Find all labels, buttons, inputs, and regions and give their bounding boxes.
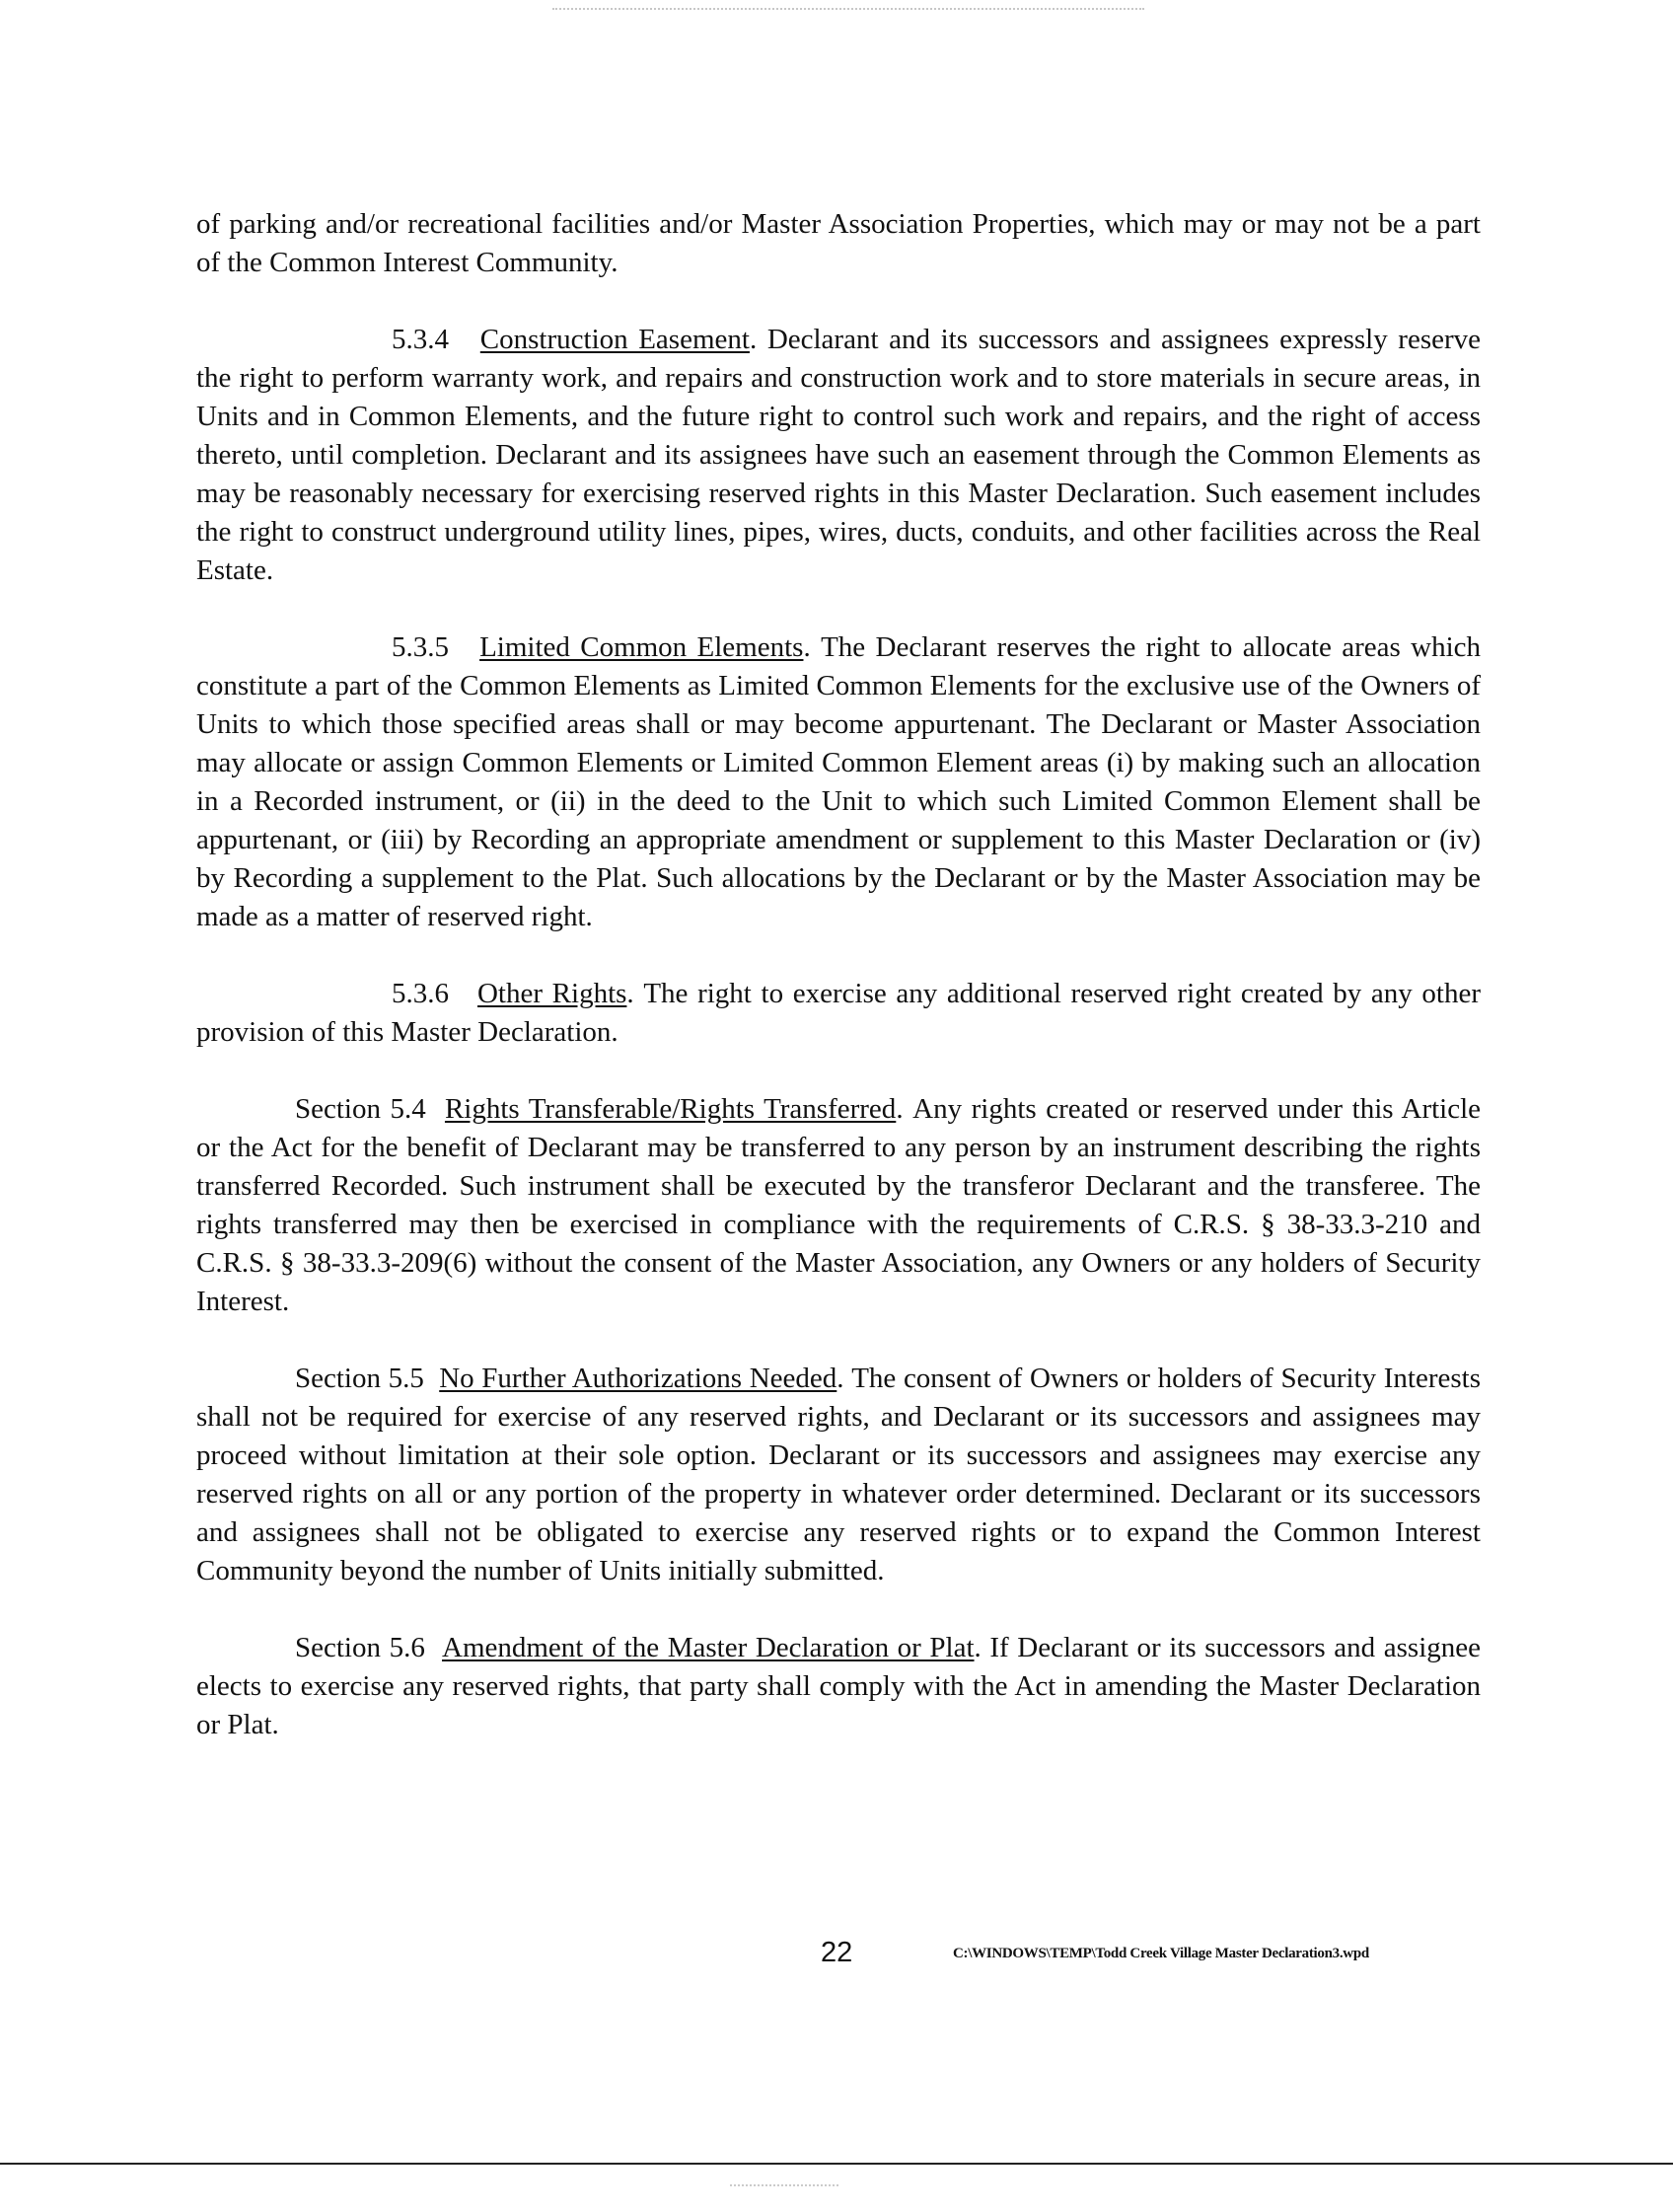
section-number: Section 5.5 — [295, 1363, 424, 1394]
section-number: 5.3.4 — [392, 324, 449, 355]
document-body — [196, 205, 1481, 1783]
section-5-3-6: 5.3.6 Other Rights. The right to exercise any additional reserved right created by any other provision of this Master Declaration. — [196, 978, 1482, 1048]
bottom-rule-divider — [0, 2163, 1673, 2165]
section-5-5: Section 5.5 No Further Authorizations Needed. The consent of Owners or holders of Security Interests shall not be required for exercise of any reserved rights, and Declarant or its successors and assignees may proceed without limitation at their sole option. Declarant or its successors and assignees may exercise any reserved rights on all or any portion of the property in whatever order determined. Declarant or its successors and assignees shall not be obligated to exercise any reserved rights or to expand the Common Interest Community beyond the number of Units initially submitted. — [196, 1363, 1482, 1586]
section-text: The Declarant reserves the right to allocate areas which constitute a part of the Common Elements as Limited Common Elements for the exclusive use of the Owners of Units to which those specified areas shall or may become appurtenant. The Declarant or Master Association may allocate or assign Common Elements or Limited Common Element areas (i) by making such an allocation in a Recorded instrument, or (ii) in the deed to the Unit to which such Limited Common Element shall be appurtenant, or (iii) by Recording an appropriate amendment or supplement to this Master Declaration or (iv) by Recording a supplement to the Plat. Such allocations by the Declarant or by the Master Association may be made as a matter of reserved right. — [196, 631, 1482, 932]
section-5-3-5: 5.3.5 Limited Common Elements. The Declarant reserves the right to allocate areas which constitute a part of the Common Elements as Limited Common Elements for the exclusive use of the Owners of Units to which those specified areas shall or may become appurtenant. The Declarant or Master Association may allocate or assign Common Elements or Limited Common Element areas (i) by making such an allocation in a Recorded instrument, or (ii) in the deed to the Unit to which such Limited Common Element shall be appurtenant, or (iii) by Recording an appropriate amendment or supplement to this Master Declaration or (iv) by Recording a supplement to the Plat. Such allocations by the Declarant or by the Master Association may be made as a matter of reserved right. — [196, 631, 1482, 932]
section-text: The right to exercise any additional reserved right created by any other provision of this Master Declaration. — [196, 978, 1482, 1048]
section-number: 5.3.5 — [392, 631, 449, 663]
page-number: 22 — [821, 1937, 853, 1968]
section-number: 5.3.6 — [392, 978, 449, 1009]
section-title: Rights Transferable/Rights Transferred — [444, 1093, 897, 1125]
section-text: If Declarant or its successors and assignee elects to exercise any reserved rights, that party shall comply with the Act in amending the Master Declaration or Plat. — [196, 1632, 1481, 1740]
scan-artifact-top — [552, 8, 1144, 16]
section-5-6: Section 5.6 Amendment of the Master Declaration or Plat. If Declarant or its successors and assignee elects to exercise any reserved rights, that party shall comply with the Act in amending the Master Declaration or Plat. — [196, 1632, 1481, 1740]
section-number: Section 5.6 — [295, 1632, 425, 1663]
section-number: Section 5.4 — [295, 1093, 426, 1125]
section-title: Construction Easement — [479, 324, 750, 355]
section-text: Any rights created or reserved under this Article or the Act for the benefit of Declarant may be transferred to any person by an instrument describing the rights transferred Recorded. Such instrument shall be executed by the transferor Declarant and the transferee. The rights transferred may then be exercised in compliance with the requirements of C.R.S. § 38-33.3-210 and C.R.S. § 38-33.3-209(6) without the consent of the Master Association, any Owners or any holders of Security Interest. — [196, 1093, 1482, 1317]
file-path-footer: C:\WINDOWS\TEMP\Todd Creek Village Master Declaration3.wpd — [953, 1946, 1369, 1961]
section-title: Amendment of the Master Declaration or Plat — [442, 1632, 975, 1663]
continuation-paragraph — [196, 205, 1481, 282]
section-title: No Further Authorizations Needed — [439, 1363, 837, 1394]
section-text: Declarant and its successors and assignees expressly reserve the right to perform warranty work, and repairs and construction work and to store materials in secure areas, in Units and in Common Elements, and the future right to control such work and repairs, and the right of access thereto, until completion. Declarant and its assignees have such an easement through the Common Elements as may be reasonably necessary for exercising reserved rights in this Master Declaration. Such easement includes the right to construct underground utility lines, pipes, wires, ducts, conduits, and other facilities across the Real Estate. — [196, 324, 1482, 586]
scan-artifact-bottom — [730, 2184, 838, 2190]
section-text: The consent of Owners or holders of Security Interests shall not be required for exercise of any reserved rights, and Declarant or its successors and assignees may proceed without limitation at their sole option. Declarant or its successors and assignees may exercise any reserved rights on all or any portion of the property in whatever order determined. Declarant or its successors and assignees shall not be obligated to exercise any reserved rights or to expand the Common Interest Community beyond the number of Units initially submitted. — [196, 1363, 1482, 1586]
section-title: Other Rights — [476, 978, 627, 1009]
section-5-3-4: 5.3.4 Construction Easement. Declarant and its successors and assignees expressly reserve the right to perform warranty work, and repairs and construction work and to store materials in secure areas, in Units and in Common Elements, and the future right to control such work and repairs, and the right of access thereto, until completion. Declarant and its assignees have such an easement through the Common Elements as may be reasonably necessary for exercising reserved rights in this Master Declaration. Such easement includes the right to construct underground utility lines, pipes, wires, ducts, conduits, and other facilities across the Real Estate. — [196, 324, 1482, 586]
section-title: Limited Common Elements — [479, 631, 804, 663]
section-5-4: Section 5.4 Rights Transferable/Rights Transferred. Any rights created or reserved under this Article or the Act for the benefit of Declarant may be transferred to any person by an instrument describing the rights transferred Recorded. Such instrument shall be executed by the transferor Declarant and the transferee. The rights transferred may then be exercised in compliance with the requirements of C.R.S. § 38-33.3-210 and C.R.S. § 38-33.3-209(6) without the consent of the Master Association, any Owners or any holders of Security Interest. — [196, 1093, 1482, 1317]
continuation-text: of parking and/or recreational facilities and/or Master Association Properties, which may or may not be a part of the Common Interest Community. — [196, 208, 1481, 278]
